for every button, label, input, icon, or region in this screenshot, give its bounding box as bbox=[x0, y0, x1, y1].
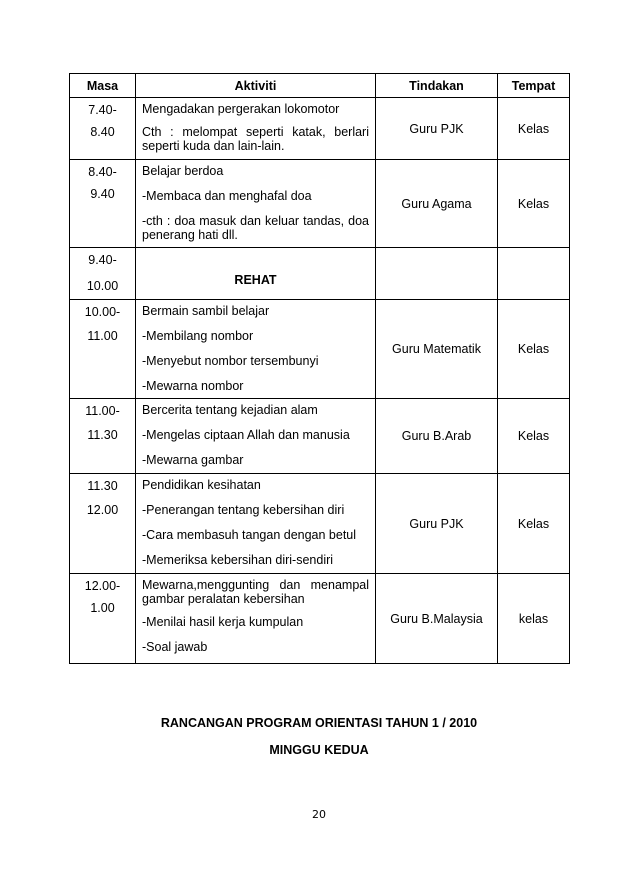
aktiviti-item: Cth : melompat seperti katak, berlari seperti kuda dan lain-lain. bbox=[142, 125, 369, 153]
aktiviti-item: -Soal jawab bbox=[142, 640, 208, 654]
tindakan-cell: Guru Agama bbox=[376, 160, 498, 248]
table-row bbox=[70, 399, 570, 474]
aktiviti-item: -Menyebut nombor tersembunyi bbox=[142, 354, 319, 368]
aktiviti-item: -cth : doa masuk dan keluar tandas, doa penerang hati dll. bbox=[142, 214, 369, 242]
masa-cell bbox=[70, 300, 136, 399]
aktiviti-item: -Membilang nombor bbox=[142, 329, 254, 343]
masa-start: 12.00- bbox=[84, 579, 121, 593]
aktiviti-item: Mewarna,menggunting dan menampal gambar peralatan kebersihan bbox=[142, 578, 369, 606]
aktiviti-item: -Membaca dan menghafal doa bbox=[142, 189, 312, 203]
tindakan-cell: Guru PJK bbox=[376, 474, 498, 574]
masa-cell bbox=[70, 160, 136, 248]
aktiviti-cell bbox=[136, 574, 376, 664]
tindakan-cell: Guru PJK bbox=[376, 98, 498, 160]
aktiviti-item: Pendidikan kesihatan bbox=[142, 478, 261, 492]
aktiviti-cell bbox=[136, 98, 376, 160]
masa-cell bbox=[70, 474, 136, 574]
tempat-cell: Kelas bbox=[498, 399, 570, 474]
tindakan-cell: Guru B.Malaysia bbox=[376, 574, 498, 664]
masa-cell bbox=[70, 574, 136, 664]
masa-end: 9.40 bbox=[90, 187, 115, 201]
tempat-cell bbox=[498, 248, 570, 300]
table-row bbox=[70, 574, 570, 664]
rehat-label: REHAT bbox=[234, 273, 277, 287]
aktiviti-item: -Cara membasuh tangan dengan betul bbox=[142, 528, 357, 542]
tempat-cell: Kelas bbox=[498, 300, 570, 399]
aktiviti-cell bbox=[136, 248, 376, 300]
tindakan-cell: Guru Matematik bbox=[376, 300, 498, 399]
masa-cell bbox=[70, 98, 136, 160]
aktiviti-item: Bercerita tentang kejadian alam bbox=[142, 403, 318, 417]
table-row bbox=[70, 248, 570, 300]
masa-end: 8.40 bbox=[90, 125, 115, 139]
tindakan-cell bbox=[376, 248, 498, 300]
tempat-cell: Kelas bbox=[498, 160, 570, 248]
aktiviti-item: -Mengelas ciptaan Allah dan manusia bbox=[142, 428, 350, 442]
masa-start: 10.00- bbox=[84, 305, 121, 319]
masa-start: 11.30 bbox=[87, 479, 118, 493]
page-title: RANCANGAN PROGRAM ORIENTASI TAHUN 1 / 2010 bbox=[160, 716, 478, 730]
masa-end: 11.30 bbox=[87, 428, 118, 442]
masa-start: 7.40- bbox=[88, 103, 117, 117]
aktiviti-item: -Menilai hasil kerja kumpulan bbox=[142, 615, 304, 629]
table-header-row bbox=[70, 74, 570, 98]
aktiviti-item: Bermain sambil belajar bbox=[142, 304, 270, 318]
tempat-cell: kelas bbox=[498, 574, 570, 664]
aktiviti-item: -Memeriksa kebersihan diri-sendiri bbox=[142, 553, 334, 567]
masa-end: 1.00 bbox=[90, 601, 115, 615]
aktiviti-item: Mengadakan pergerakan lokomotor bbox=[142, 102, 340, 116]
aktiviti-item: -Mewarna nombor bbox=[142, 379, 244, 393]
masa-end: 11.00 bbox=[87, 329, 118, 343]
page-number: 20 bbox=[312, 808, 326, 821]
aktiviti-item: -Penerangan tentang kebersihan diri bbox=[142, 503, 345, 517]
masa-start: 9.40- bbox=[88, 253, 117, 267]
header-masa: Masa bbox=[70, 74, 136, 98]
masa-end: 10.00 bbox=[86, 279, 119, 293]
masa-cell bbox=[70, 399, 136, 474]
masa-start: 11.00- bbox=[85, 404, 120, 418]
aktiviti-cell bbox=[136, 474, 376, 574]
table-row bbox=[70, 300, 570, 399]
header-aktiviti: Aktiviti bbox=[136, 74, 376, 98]
masa-end: 12.00 bbox=[86, 503, 119, 517]
table-row bbox=[70, 474, 570, 574]
aktiviti-item: -Mewarna gambar bbox=[142, 453, 244, 467]
table-row bbox=[70, 98, 570, 160]
tempat-cell: Kelas bbox=[498, 474, 570, 574]
header-tempat: Tempat bbox=[498, 74, 570, 98]
aktiviti-cell bbox=[136, 399, 376, 474]
schedule-table bbox=[69, 73, 570, 664]
tindakan-cell: Guru B.Arab bbox=[376, 399, 498, 474]
masa-start: 8.40- bbox=[88, 165, 117, 179]
masa-cell bbox=[70, 248, 136, 300]
aktiviti-item: Belajar berdoa bbox=[142, 164, 224, 178]
tempat-cell: Kelas bbox=[498, 98, 570, 160]
table-row bbox=[70, 160, 570, 248]
aktiviti-cell bbox=[136, 300, 376, 399]
header-tindakan: Tindakan bbox=[376, 74, 498, 98]
page-subtitle: MINGGU KEDUA bbox=[269, 743, 369, 757]
aktiviti-cell bbox=[136, 160, 376, 248]
